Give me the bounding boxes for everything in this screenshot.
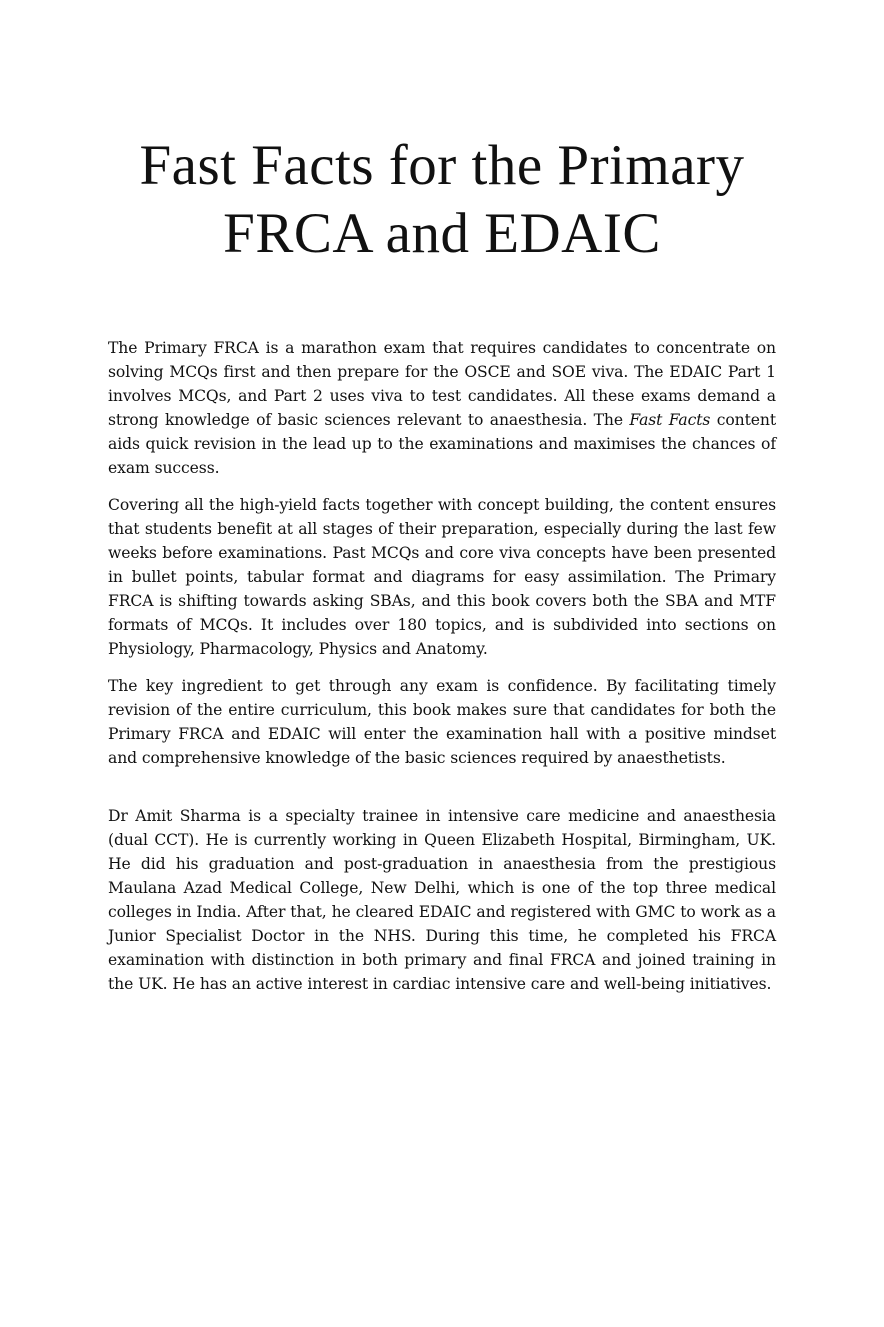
book-title-line-2: FRCA and EDAIC [223, 202, 661, 265]
description-paragraph-1-end: content aids quick revision in the lead up to the examinations and maximises the chances of exam success. [108, 411, 776, 477]
fast-facts-italic: Fast Facts [629, 411, 711, 429]
book-title [60, 132, 824, 268]
book-description [108, 336, 776, 783]
description-paragraph-1 [108, 336, 776, 480]
description-paragraph-3: The key ingredient to get through any exam is confidence. By facilitating timely revision of the entire curriculum, this book makes sure that candidates for both the Primary FRCA and EDAIC will enter the examination hall with a positive mindset and comprehensive knowledge of the basic sciences required by anaesthetists. [108, 677, 776, 767]
description-paragraph-2: Covering all the high-yield facts together with concept building, the content ensures that students benefit at all stages of their preparation, especially during the last few weeks before examinations. Past MCQs and core viva concepts have been presented in bullet points, tabular format and diagrams for easy assimilation. The Primary FRCA is shifting towards asking SBAs, and this book covers both the SBA and MTF formats of MCQs. It includes over 180 topics, and is subdivided into sections on Physiology, Pharmacology, Physics and Anatomy. [108, 496, 776, 658]
author-bio-paragraph: Dr Amit Sharma is a specialty trainee in intensive care medicine and anaesthesia (dual CCT). He is currently working in Queen Elizabeth Hospital, Birmingham, UK. He did his graduation and post-graduation in anaesthesia from the prestigious Maulana Azad Medical College, New Delhi, which is one of the top three medical colleges in India. After that, he cleared EDAIC and registered with GMC to work as a Junior Specialist Doctor in the NHS. During this time, he completed his FRCA examination with distinction in both primary and final FRCA and joined training in the UK. He has an active interest in cardiac intensive care and well-being initiatives. [108, 807, 776, 993]
author-biography [108, 804, 776, 1009]
description-paragraph-1-start: The Primary FRCA is a marathon exam that requires candidates to concentrate on solving MCQs first and then prepare for the OSCE and SOE viva. The EDAIC Part 1 involves MCQs, and Part 2 uses viva to test candidates. All these exams demand a strong knowledge of basic sciences relevant to anaesthesia. The [108, 339, 776, 429]
book-title-line-1: Fast Facts for the Primary [139, 134, 745, 197]
